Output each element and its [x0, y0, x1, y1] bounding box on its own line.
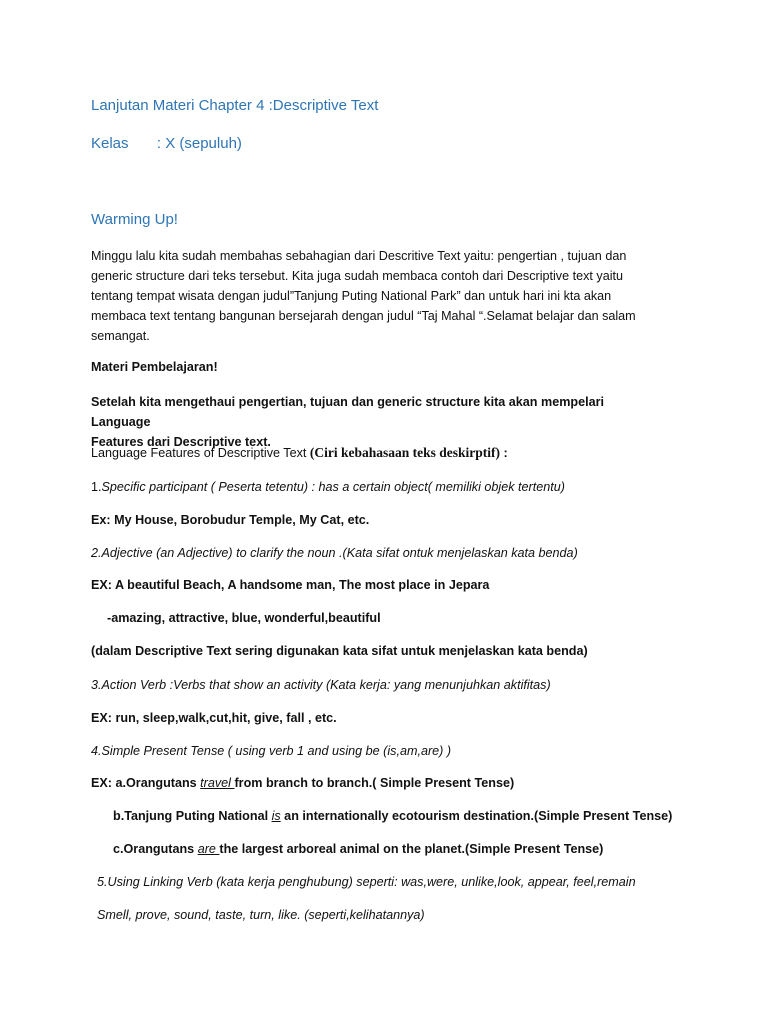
- class-info: [91, 134, 242, 154]
- example-text: the largest arboreal animal on the planet.(Simple Present Tense): [219, 842, 604, 856]
- example-4b: [113, 808, 672, 824]
- paragraph-line: membaca text tentang bangunan bersejarah dengan judul “Taj Mahal “.Selamat belajar dan salam: [91, 309, 636, 323]
- example-text: from branch to branch.( Simple Present Tense): [234, 776, 515, 790]
- feature-item-4: 4.Simple Present Tense ( using verb 1 and using be (is,am,are) ): [91, 744, 452, 758]
- features-heading-paren: (Ciri kebahasaan teks deskirptif): [309, 445, 501, 460]
- feature-text: Specific participant ( Peserta tetentu) : has a certain object( memiliki objek tertentu): [101, 480, 565, 494]
- example-text: c.Orangutans: [113, 842, 198, 856]
- paragraph-line: tentang tempat wisata dengan judul”Tanjung Puting National Park” dan untuk hari ini kta akan: [91, 289, 612, 303]
- materi-intro: [91, 392, 651, 452]
- class-value: : X (sepuluh): [156, 135, 242, 152]
- feature-item-5-continued: Smell, prove, sound, taste, turn, like. (seperti,kelihatannya): [97, 908, 425, 922]
- paragraph-line: Setelah kita mengethaui pengertian, tujuan dan generic structure kita akan mempelari Language: [91, 395, 604, 429]
- example-2-adjectives: -amazing, attractive, blue, wonderful,beautiful: [107, 611, 381, 625]
- document-title: Lanjutan Materi Chapter 4 :Descriptive Text: [91, 97, 379, 114]
- example-4a: [91, 775, 514, 791]
- example-2: EX: A beautiful Beach, A handsome man, The most place in Jepara: [91, 578, 490, 592]
- paragraph-line: semangat.: [91, 329, 150, 343]
- example-text: b.Tanjung Puting National: [113, 809, 272, 823]
- example-3: EX: run, sleep,walk,cut,hit, give, fall , etc.: [91, 711, 337, 725]
- underlined-verb: are: [197, 842, 220, 856]
- paragraph-line: Features dari Descriptive text.: [91, 435, 271, 449]
- paragraph-line: Minggu lalu kita sudah membahas sebahagian dari Descritive Text yaitu: pengertian , tujuan dan: [91, 249, 627, 263]
- features-heading: [91, 445, 508, 461]
- example-4c: [113, 841, 603, 857]
- feature-item-3: 3.Action Verb :Verbs that show an activity (Kata kerja: yang menunjuhkan aktifitas): [91, 678, 551, 692]
- feature-item-2: 2.Adjective (an Adjective) to clarify the noun .(Kata sifat ontuk menjelaskan kata benda): [91, 546, 578, 560]
- paragraph-line: generic structure dari teks tersebut. Kita juga sudah membaca contoh dari Descriptive text yaitu: [91, 269, 623, 283]
- example-1: Ex: My House, Borobudur Temple, My Cat, etc.: [91, 513, 370, 527]
- warming-up-paragraph: [91, 246, 651, 346]
- underlined-verb: travel: [200, 776, 235, 790]
- example-text: an internationally ecotourism destination.(Simple Present Tense): [280, 809, 673, 823]
- class-label: Kelas: [91, 135, 129, 152]
- features-heading-main: Language Features of Descriptive Text: [91, 446, 310, 460]
- materi-heading: Materi Pembelajaran!: [91, 360, 218, 374]
- note-2: (dalam Descriptive Text sering digunakan kata sifat untuk menjelaskan kata benda): [91, 644, 588, 658]
- underlined-verb: is: [271, 809, 281, 823]
- feature-number: 1.: [91, 480, 102, 494]
- example-text: EX: a.Orangutans: [91, 776, 201, 790]
- features-heading-tail: :: [500, 446, 508, 460]
- feature-item-1: [91, 479, 565, 495]
- feature-item-5: 5.Using Linking Verb (kata kerja penghubung) seperti: was,were, unlike,look, appear, feel,remain: [97, 875, 636, 889]
- warming-up-heading: Warming Up!: [91, 211, 178, 228]
